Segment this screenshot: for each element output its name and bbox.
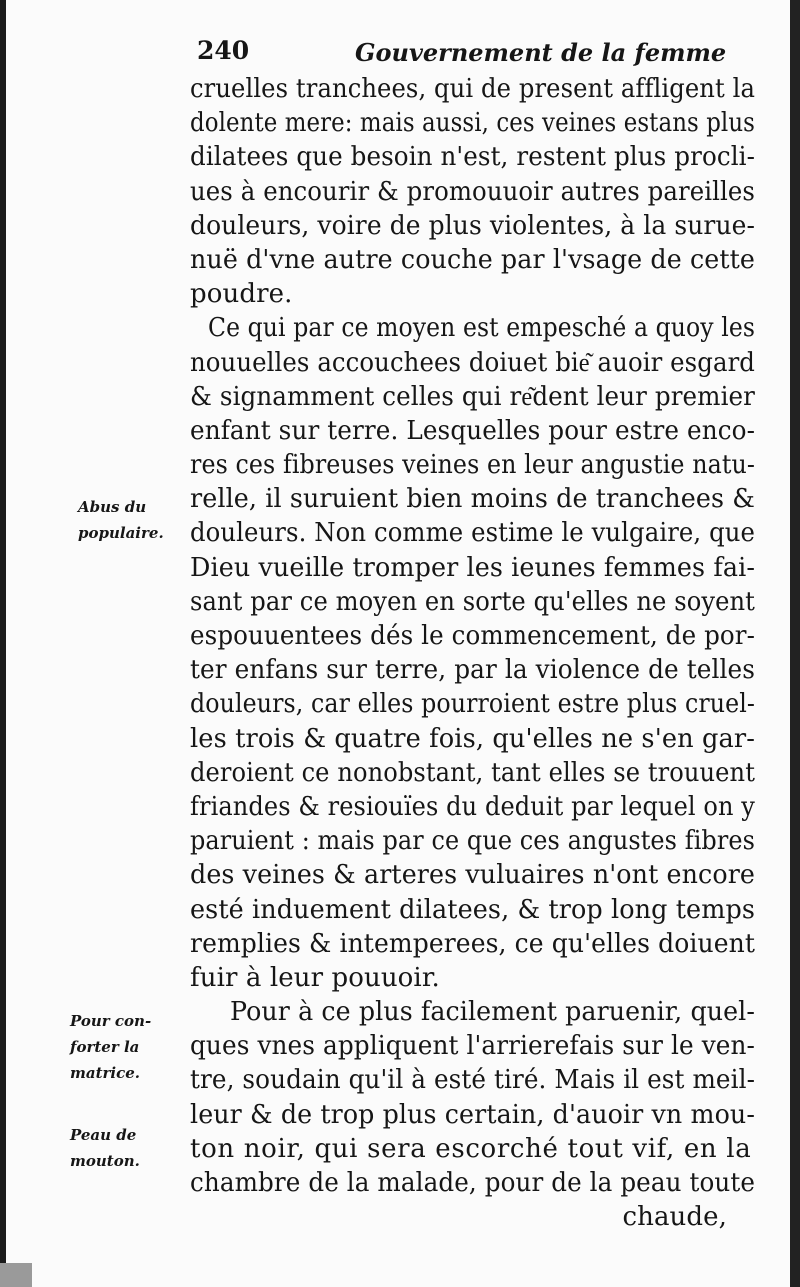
text-line: esté induement dilatees, & trop long temps [190, 894, 755, 925]
margin-note-line: matrice. [70, 1064, 141, 1082]
text-line: dolente mere: mais aussi, ces veines estans plus [190, 108, 755, 139]
text-line: Dieu vueille tromper les ieunes femmes fai- [190, 552, 755, 583]
text-line: leur & de trop plus certain, d'auoir vn mou- [190, 1099, 755, 1130]
scan-corner [0, 1263, 32, 1287]
text-line: sant par ce moyen en sorte qu'elles ne soyent [190, 586, 755, 617]
text-line: tre, soudain qu'il à esté tiré. Mais il est meil- [190, 1065, 755, 1096]
text-line: espouuentees dés le commencement, de por- [190, 621, 755, 651]
catchword: chaude, [622, 1202, 727, 1233]
text-line: friandes & resiouïes du deduit par lequel on y [190, 791, 755, 822]
text-line: chambre de la malade, pour de la peau toute [190, 1168, 755, 1198]
paragraph-start-line: Ce qui par ce moyen est empesché a quoy les [208, 313, 755, 344]
text-line: paruient : mais par ce que ces angustes fibres [190, 826, 755, 857]
text-line: nouuelles accouchees doiuet bie͂ auoir esgard [190, 347, 755, 378]
text-line: douleurs, car elles pourroient estre plus cruel- [190, 689, 755, 720]
text-line: ques vnes appliquent l'arrierefais sur le ven- [190, 1031, 755, 1062]
text-line: enfant sur terre. Lesquelles pour estre enco- [190, 415, 755, 446]
text-line: fuir à leur pouuoir. [190, 962, 440, 993]
text-line: ter enfans sur terre, par la violence de telles [190, 655, 755, 686]
page-number: 240 [197, 36, 250, 65]
margin-note-line: Peau de [70, 1126, 137, 1144]
scan-edge-left [0, 0, 6, 1287]
text-line: res ces fibreuses veines en leur angustie natu- [190, 450, 755, 481]
text-line: nuë d'vne autre couche par l'vsage de cette [190, 244, 755, 275]
text-line: dilatees que besoin n'est, restent plus procli- [190, 142, 755, 173]
margin-note-line: forter la [70, 1038, 140, 1056]
text-line: poudre. [190, 279, 293, 310]
margin-note-abus [78, 494, 188, 546]
text-line: remplies & intemperees, ce qu'elles doiuent [190, 928, 755, 959]
text-line: ton noir, qui sera escorché tout vif, en la [190, 1133, 752, 1164]
margin-note-line: Pour con- [70, 1012, 152, 1030]
body-text [190, 72, 755, 1234]
text-line: & signamment celles qui re͂dent leur premier [190, 381, 755, 412]
margin-note-line: Abus du [78, 498, 147, 516]
margin-note-line: populaire. [78, 524, 164, 542]
running-title: Gouvernement de la femme [355, 38, 727, 67]
text-line: relle, il suruient bien moins de tranchees & [190, 484, 755, 515]
text-line: douleurs. Non comme estime le vulgaire, que [190, 518, 755, 549]
text-line: deroient ce nonobstant, tant elles se trouuent [190, 757, 755, 788]
margin-note-conforter [70, 1008, 180, 1086]
margin-note-line: mouton. [70, 1152, 140, 1170]
paragraph-start-line: Pour à ce plus facilement paruenir, quel- [230, 997, 755, 1028]
margin-note-peau [70, 1122, 180, 1174]
page-header [185, 30, 755, 70]
text-line: cruelles tranchees, qui de present affligent la [190, 74, 755, 104]
text-line: douleurs, voire de plus violentes, à la surue- [190, 210, 755, 241]
text-line: ues à encourir & promouuoir autres pareilles [190, 176, 755, 207]
text-line: des veines & arteres vuluaires n'ont encore [190, 860, 755, 891]
scan-edge-right [790, 0, 800, 1287]
text-line: les trois & quatre fois, qu'elles ne s'en gar- [190, 723, 755, 754]
